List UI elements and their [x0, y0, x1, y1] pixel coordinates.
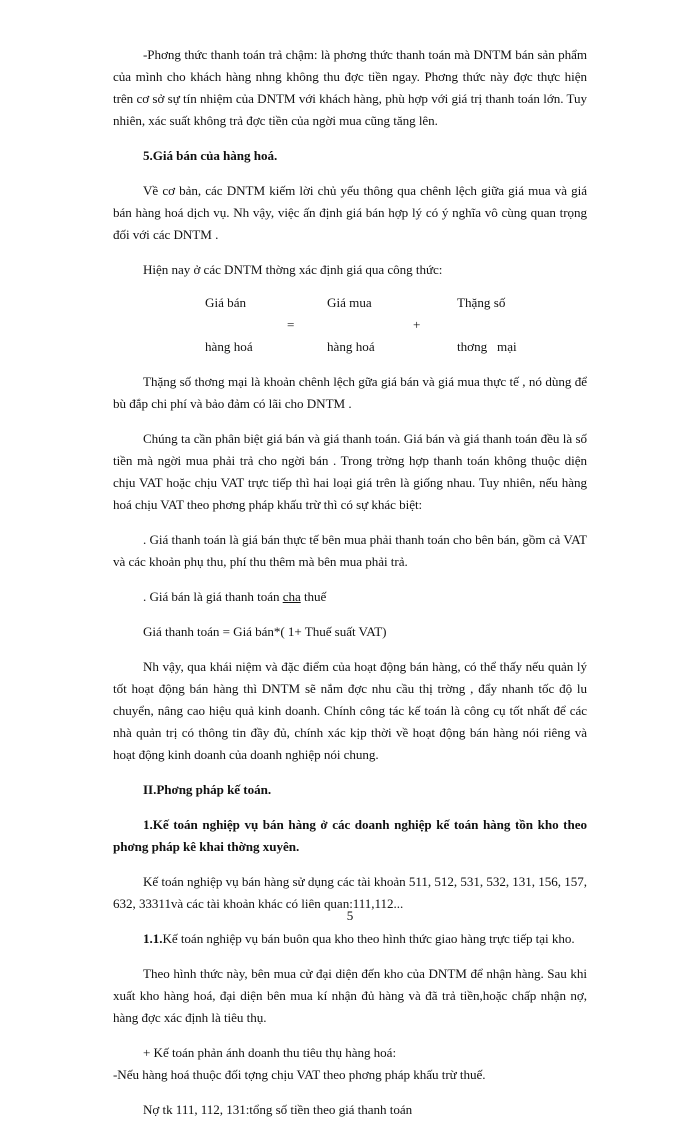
paragraph-vat-deduction-case: -Nếu hàng hoá thuộc đối tợng chịu VAT theo phơng pháp khấu trừ thuế.: [113, 1067, 486, 1082]
price-formula: [113, 292, 587, 358]
paragraph-accounts-used: Kế toán nghiệp vụ bán hàng sử dụng các tài khoản 511, 512, 531, 532, 131, 156, 157, 632, 33311và các tài khoản khác có liên quan:111,112...: [113, 874, 587, 911]
paragraph-debit-entry: Nợ tk 111, 112, 131:tổng số tiền theo giá thanh toán: [143, 1102, 413, 1117]
wholesale-direct-number: 1.1.: [143, 931, 163, 946]
heading-accounting-method: II.Phơng pháp kế toán.: [143, 782, 272, 797]
selling-price-def-underlined: cha: [282, 589, 301, 604]
formula-subject-goods-2: hàng hoá: [327, 339, 375, 354]
paragraph-conclusion-sales: Nh vậy, qua khái niệm và đặc điểm của hoạt động bán hàng, có thể thấy nếu quản lý tốt hoạt động bán hàng thì DNTM sẽ nắm đợc nhu cầu thị trờng , đẩy nhanh tốc độ lu chuyển, nâng cao hiệu quả kinh doanh. Chính công tác kế toán là công cụ tốt nhất để các nhà quản trị có thông tin đầy đủ, chính xác kịp thời về hoạt động bán hàng nói riêng và hoạt động kinh doanh của doanh nghiệp nói chung.: [113, 659, 587, 762]
formula-operator-equals: =: [287, 317, 295, 332]
paragraph-selling-price-def: [113, 586, 587, 608]
paragraph-payment-price-def: . Giá thanh toán là giá bán thực tế bên mua phải thanh toán cho bên bán, gồm cả VAT và các khoản phụ thu, phí thu thêm mà bên mua phải trả.: [113, 532, 587, 569]
paragraph-vat-equation: Giá thanh toán = Giá bán*( 1+ Thuế suất VAT): [143, 624, 387, 639]
wholesale-direct-text: Kế toán nghiệp vụ bán buôn qua kho theo hình thức giao hàng trực tiếp tại kho.: [162, 931, 575, 946]
paragraph-price-distinction: Chúng ta cần phân biệt giá bán và giá thanh toán. Giá bán và giá thanh toán đều là số tiền mà ngời mua phải trả cho ngời bán . Trong trờng hợp thanh toán không thuộc diện chịu VAT hoặc chịu VAT trực tiếp thì hai loại giá trên là giống nhau. Tuy nhiên, nếu hàng hoá chịu VAT theo phơng pháp khấu trừ thì có sự khác biệt:: [113, 431, 587, 512]
formula-operator-plus: +: [413, 317, 421, 332]
selling-price-def-before: . Giá bán là giá thanh toán: [143, 589, 283, 604]
paragraph-wholesale-direct: [113, 928, 587, 950]
selling-price-def-after: thuế: [300, 589, 327, 604]
formula-row-terms: [113, 292, 587, 314]
document-body: [113, 44, 587, 1121]
page-number: 5: [346, 908, 354, 923]
paragraph-trade-margin: Thặng số thơng mại là khoản chênh lệch gữa giá bán và giá mua thực tế , nó dùng để bù đắp chi phí và bảo đảm có lãi cho DNTM .: [113, 374, 587, 411]
formula-row-subjects: [113, 336, 587, 358]
heading-perpetual-inventory: 1.Kế toán nghiệp vụ bán hàng ở các doanh nghiệp kế toán hàng tồn kho theo phơng pháp kê khai thờng xuyên.: [113, 817, 587, 854]
formula-term-margin: Thặng số: [457, 295, 506, 310]
formula-row-operators: [113, 314, 587, 336]
paragraph-revenue-entry: + Kế toán phản ánh doanh thu tiêu thụ hàng hoá:: [143, 1045, 397, 1060]
formula-subject-goods-1: hàng hoá: [205, 339, 253, 354]
formula-term-sell-price: Giá bán: [205, 295, 247, 310]
paragraph-formula-intro: Hiện nay ở các DNTM thờng xác định giá qua công thức:: [143, 262, 443, 277]
heading-selling-price: 5.Giá bán của hàng hoá.: [143, 148, 278, 163]
paragraph-profit-basis: Về cơ bản, các DNTM kiếm lời chủ yếu thông qua chênh lệch giữa giá mua và giá bán hàng hoá dịch vụ. Nh vậy, việc ấn định giá bán hợp lý có ý nghĩa vô cùng quan trọng đối với các DNTM .: [113, 183, 587, 242]
paragraph-deferred-payment: -Phơng thức thanh toán trả chậm: là phơng thức thanh toán mà DNTM bán sản phẩm của mình cho khách hàng nhng không thu đợc tiền ngay. Phơng thức này đợc thực hiện trên cơ sở sự tín nhiệm của DNTM với khách hàng, phù hợp với giá trị thanh toán lớn. Tuy nhiên, xác suất không trả đợc tiền của ngời mua cũng tăng lên.: [113, 47, 587, 128]
paragraph-delivery-procedure: Theo hình thức này, bên mua cử đại diện đến kho của DNTM để nhận hàng. Sau khi xuất kho hàng hoá, đại diện bên mua kí nhận đủ hàng và đã trả tiền,hoặc chấp nhận nợ, hàng đợc xác định là tiêu thụ.: [113, 966, 587, 1025]
formula-term-buy-price: Giá mua: [327, 295, 372, 310]
formula-subject-commerce: thơng mại: [457, 339, 517, 354]
